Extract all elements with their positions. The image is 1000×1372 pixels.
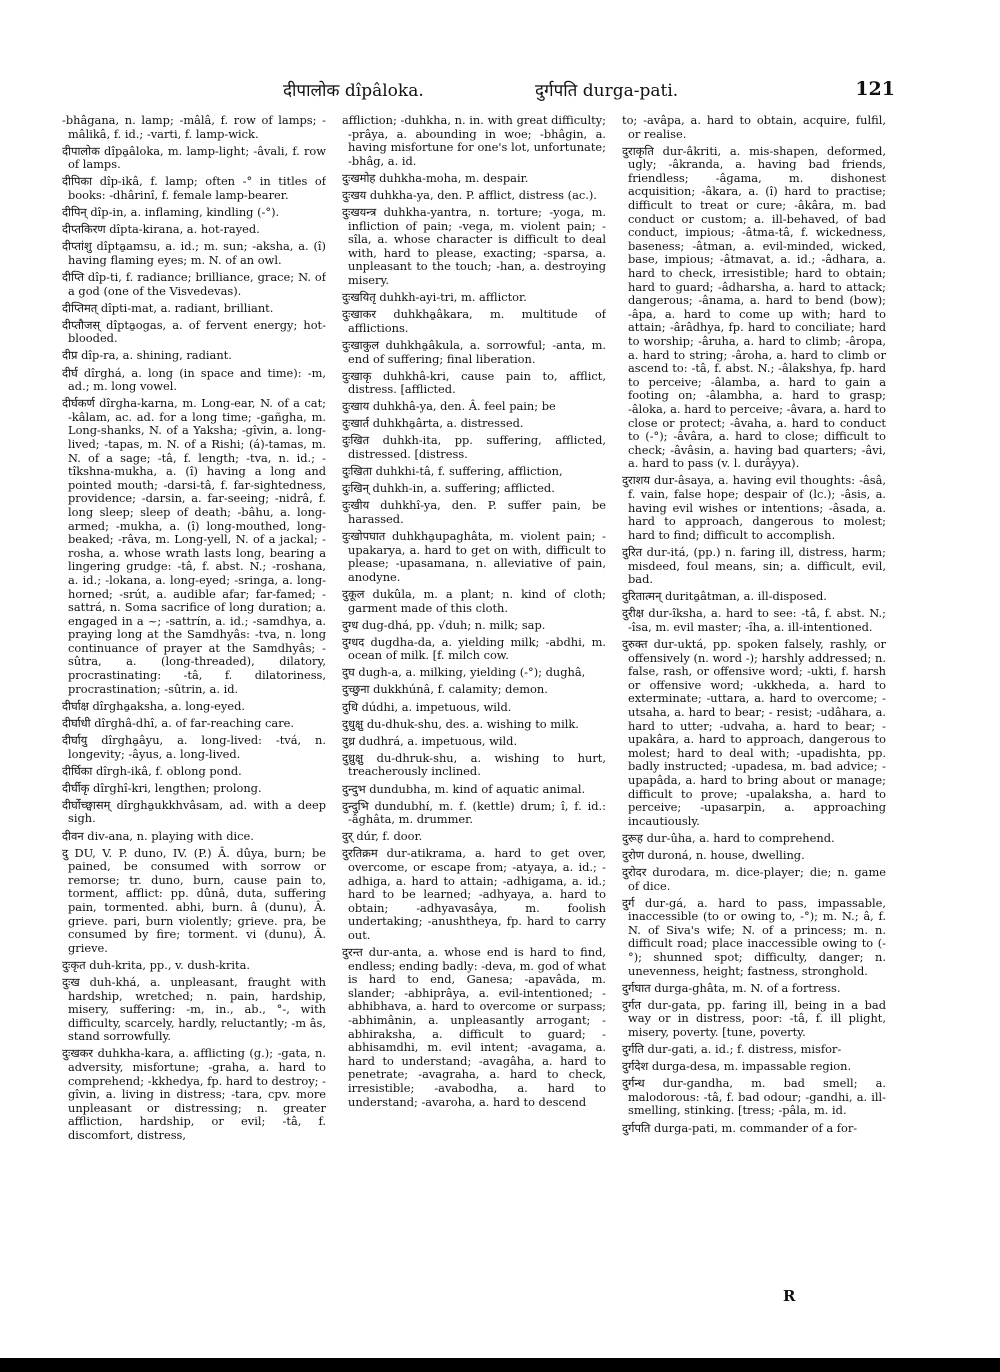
- column-right: [622, 114, 886, 1314]
- dictionary-entry: दुर्गदेश durga-desa, m. impassable region.: [622, 1059, 852, 1074]
- dictionary-entry: दुःखाकर duhkha̱âkara, m. multitude of afflictions.: [342, 307, 606, 335]
- dictionary-entry: दुःखार्त duhkha̱ârta, a. distressed.: [342, 416, 524, 431]
- dictionary-entry: दुर् dúr, f. door.: [342, 829, 423, 844]
- dictionary-entry: दीप्र dîp-ra, a. shining, radiant.: [62, 348, 232, 363]
- header-right-guideword: दुर्गपति durga-pati.: [535, 81, 679, 101]
- dictionary-entry: दुःखकर duhkha-kara, a. afflicting (g.); -gata, n. adversity, misfortune; -graha, a. hard to comprehend; -kkhedya, fp. hard to destroy; -gîvin, a. living in distress; -tara, cpv. more unpleasant or distressing; n. greater affliction, hardship, or evil; -tâ, f. discomfort, distress,: [62, 1046, 326, 1142]
- dictionary-entry: affliction; -duhkha, n. in. with great difficulty; -prâya, a. abounding in woe; -bhâgin, a. having misfortune for one's lot, unfortunate; -bhâg, a. id.: [342, 114, 606, 168]
- dictionary-entry: दुरतिक्रम dur-atikrama, a. hard to get over, overcome, or escape from; -atyaya, a. id.; -adhiga, a. hard to attain; -adhigama, a. id.; hard to be learned; -adhyaya, a. hard to obtain; -adhyavasâya, m. foolish undertaking; -anushtheya, fp. hard to carry out.: [342, 846, 606, 942]
- dictionary-entry: दीर्घकर्ण dîrgha-karna, m. Long-ear, N. of a cat; -kâlam, ac. ad. for a long time; -gañgha, m. Long-shanks, N. of a Yaksha; -gîvin, a. long-lived; -tapas, m. N. of a Rishi; (á)-tamas, m. N. of a sage; -tâ, f. length; -tva, n. id.; -tîkshna-mukha, a. (î) having a long and pointed mouth; -darsi-tâ, f. far-sightedness, providence; -darsin, a. far-seeing; -nidrâ, f. long sleep; sleep of death; -bâhu, a. long-armed; -mukha, a. (î) long-mouthed, long-beaked; -râva, m. Long-yell, N. of a jackal; -rosha, a. whose wrath lasts long, bearing a lingering grudge: -tâ, f. abst. N.; -roshana, a. id.; -lokana, a. long-eyed; -sringa, a. long-horned; -srút, a. audible afar; far-famed; -sattrá, n. Soma sacrifice of long duration; a. engaged in a ~; -sattrín, a. id.; -samdhya, a. praying long at the Samdhyâs: -tva, n. long continuance of prayer at the Samdhyâs; -sûtra, a. (long-threaded), dilatory, procrastinating: -tâ, f. dilatoriness, procrastination; -sûtrin, a. id.: [62, 396, 326, 696]
- dictionary-entry: दुरन्त dur-anta, a. whose end is hard to find, endless; ending badly: -deva, m. god of what is hard to end, Ganesa; -apavâda, m. slander; -abhiprâya, a. evil-intentioned; -abhibhava, a. hard to overcome or surpass; -abhimânin, a. unpleasantly arrogant; -abhiraksha, a. difficult to guard; -abhisamdhi, m. evil intent; -avagama, a. hard to understand; -avagâha, a. hard to penetrate; -avagraha, a. hard to check, irresistible; -avabodha, a. hard to understand; -avaroha, a. hard to descend: [342, 945, 606, 1109]
- column-middle: [342, 114, 606, 1314]
- dictionary-entry: दीप्ति dîp-ti, f. radiance; brilliance, grace; N. of a god (one of the Visvedevas).: [62, 269, 326, 298]
- dictionary-entry: दुःखिन् duhkh-in, a. suffering; afflicted.: [342, 481, 555, 496]
- dictionary-entry: दुकूल dukûla, m. a plant; n. kind of cloth; garment made of this cloth.: [342, 586, 606, 615]
- dictionary-entry: दुःखीय duhkhî-ya, den. P. suffer pain, be harassed.: [342, 498, 606, 526]
- scan-bottom-edge: [0, 1358, 1000, 1372]
- dictionary-entry: दुरितात्मन् durita̱âtman, a. ill-disposed.: [622, 589, 827, 604]
- dictionary-entry: दुरोण duroná, n. house, dwelling.: [622, 847, 805, 862]
- dictionary-entry: दीप्तांशु dîpta̱amsu, a. id.; m. sun; -aksha, a. (î) having flaming eyes; m. N. of an owl.: [62, 239, 326, 267]
- dictionary-entry: दुःख duh-khá, a. unpleasant, fraught with hardship, wretched; n. pain, hardship, misery, suffering: -m, in., ab., °-, with difficulty, scarcely, hardly, reluctantly; -m âs, stand sorrowfully.: [62, 974, 326, 1044]
- dictionary-entry: दुःखित duhkh-ita, pp. suffering, afflicted, distressed. [distress.: [342, 433, 606, 462]
- dictionary-entry: दुर्ग dur-gá, a. hard to pass, impassable, inaccessible (to or owing to, -°); m. N.; â, f. N. of Siva's wife; N. of a princess; m. n. difficult road; place inaccessible owing to (-°); shunned spot; difficulty, danger; n. unevenness, height; fastness, stronghold.: [622, 895, 886, 978]
- dictionary-entry: दुघ dugh-a, a. milking, yielding (-°); dughâ,: [342, 665, 586, 680]
- dictionary-entry: दुरोदर durodara, m. dice-player; die; n. game of dice.: [622, 864, 886, 893]
- dictionary-entry: दीर्घाक्ष dîrgha̱aksha, a. long-eyed.: [62, 698, 246, 713]
- dictionary-entry: दु DU, V. P. duno, IV. (P.) Â. dûya, burn; be pained, be consumed with sorrow or remorse; tr. duno, burn, cause pain to, torment, afflict: pp. dûnâ, duta, suffering pain, tormented. abhi, burn. â (dunu), Â. grieve. pari, burn violently; grieve. pra, be consumed by fire; torment. vi (dunu), Â. grieve.: [62, 845, 326, 955]
- dictionary-entry: to; -avâpa, a. hard to obtain, acquire, fulfil, or realise.: [622, 114, 886, 141]
- dictionary-entry: दुःखोपघात duhkha̱upaghâta, m. violent pain; -upakarya, a. hard to get on with, difficult to please; -upasamana, n. alleviative of pain, anodyne.: [342, 529, 606, 584]
- dictionary-entry: दुःखाय duhkhâ-ya, den. Â. feel pain; be: [342, 399, 556, 414]
- dictionary-entry: दुःकृत duh-krita, pp., v. dush-krita.: [62, 957, 251, 972]
- dictionary-entry: दुन्दुभि dundubhí, m. f. (kettle) drum; î, f. id.: -âghâta, m. drummer.: [342, 798, 606, 827]
- dictionary-entry: दुर्गघात durga-ghâta, m. N. of a fortress.: [622, 980, 841, 995]
- dictionary-entry: दीर्घायु dîrgha̱âyu, a. long-lived: -tvá, n. longevity; -âyus, a. long-lived.: [62, 732, 326, 761]
- dictionary-entry: दुरीक्ष dur-îksha, a. hard to see: -tâ, f. abst. N.; -îsa, m. evil master; -îha, a. ill-intentioned.: [622, 606, 886, 634]
- dictionary-entry: दीपिका dîp-ikâ, f. lamp; often -° in titles of books: -dhârinî, f. female lamp-bearer.: [62, 174, 326, 202]
- dictionary-entry: दुन्दुभ dundubha, m. kind of aquatic animal.: [342, 781, 586, 796]
- dictionary-entry: दुःखाकृ duhkhâ-kri, cause pain to, afflict, distress. [afflicted.: [342, 368, 606, 397]
- dictionary-entry: दुग्धद dugdha-da, a. yielding milk; -abdhi, m. ocean of milk. [f. milch cow.: [342, 634, 606, 663]
- dictionary-entry: दुराशय dur-âsaya, a. having evil thoughts: -âsâ, f. vain, false hope; despair of (lc.); -âsis, a. having evil wishes or intentions; -âsada, a. hard to approach, dangerous to molest; hard to find; difficult to accomplish.: [622, 473, 886, 542]
- dictionary-entry: दीर्घिका dîrgh-ikâ, f. oblong pond.: [62, 763, 242, 778]
- dictionary-entry: दुध्र dudhrá, a. impetuous, wild.: [342, 733, 518, 748]
- dictionary-entry: दुरुक्त dur-uktá, pp. spoken falsely, rashly, or offensively (n. word -); harshly addressed; n. false, rash, or offensive word; -ukti, f. harsh or offensive word; -ukkheda, a. hard to exterminate; -uttara, a. hard to overcome; -utsaha, a. hard to bear; - resist; -udâhara, a. hard to utter; -udvaha, a. hard to bear; -upakâra, a. hard to approach, dangerous to molest; hard to deal with; -upadishta, pp. badly instructed; -upadesa, m. bad advice; -upapâda, a. hard to bring about or manage; difficult to prove; -upalaksha, a. hard to perceive; -upasarpin, a. approaching incautiously.: [622, 636, 886, 828]
- column-left: [62, 114, 326, 1314]
- dictionary-entry: दुःखयितृ duhkh-ayi-tri, m. afflictor.: [342, 290, 527, 305]
- dictionary-entry: दुःखाकुल duhkha̱âkula, a. sorrowful; -anta, m. end of suffering; final liberation.: [342, 337, 606, 366]
- dictionary-entry: दीपिन् dîp-in, a. inflaming, kindling (-°).: [62, 205, 280, 220]
- dictionary-entry: दुच्छुना dukkhúnâ, f. calamity; demon.: [342, 682, 548, 697]
- dictionary-entry: दुरूह dur-ûha, a. hard to comprehend.: [622, 830, 835, 845]
- dictionary-entry: -bhâgana, n. lamp; -mâlâ, f. row of lamps; -mâlikâ, f. id.; -varti, f. lamp-wick.: [62, 114, 326, 141]
- dictionary-entry: दीर्घ dîrghá, a. long (in space and time): -m, ad.; m. long vowel.: [62, 365, 326, 394]
- dictionary-entry: दुधुक्षु du-dhuk-shu, des. a. wishing to milk.: [342, 716, 579, 731]
- dictionary-entry: दुर्गपति durga-pati, m. commander of a for-: [622, 1120, 858, 1135]
- dictionary-entry: दीर्घीकृ dîrghî-kri, lengthen; prolong.: [62, 780, 262, 795]
- dictionary-entry: दुःखयन्त्र duhkha-yantra, n. torture; -yoga, m. infliction of pain; -vega, m. violent pain; -sîla, a. whose character is difficult to deal with, hard to please, exacting; -sparsa, a. unpleasant to the touch; -han, a. destroying misery.: [342, 205, 606, 288]
- running-header: [0, 78, 1000, 104]
- dictionary-entry: दुध्रुक्षु du-dhruk-shu, a. wishing to hurt, treacherously inclined.: [342, 750, 606, 779]
- dictionary-entry: दुरित dur-itá, (pp.) n. faring ill, distress, harm; misdeed, foul means, sin; a. difficult, evil, bad.: [622, 544, 886, 587]
- page-number: 121: [855, 78, 895, 100]
- dictionary-entry: दुःखिता duhkhi-tâ, f. suffering, affliction,: [342, 464, 563, 479]
- dictionary-entry: दीप्तकिरण dîpta-kirana, a. hot-rayed.: [62, 222, 260, 237]
- dictionary-entry: दुधि dúdhi, a. impetuous, wild.: [342, 699, 512, 714]
- dictionary-entry: दुर्गति dur-gati, a. id.; f. distress, misfor-: [622, 1042, 842, 1057]
- signature-mark: R: [783, 1287, 796, 1305]
- dictionary-entry: दीप्तौजस् dîpta̱ogas, a. of fervent energy; hot-blooded.: [62, 317, 326, 346]
- dictionary-entry: दीवन div-ana, n. playing with dice.: [62, 828, 254, 843]
- dictionary-entry: दुराकृति dur-âkriti, a. mis-shapen, deformed, ugly; -âkranda, a. having bad friends, friendless; -âgama, m. dishonest acquisition; -âkara, a. (î) hard to practise; difficult to treat or cure; -âkâra, m. bad conduct or custom; a. ill-behaved, of bad conduct, impious; -âtma-tâ, f. wickedness, baseness; -âtman, a. evil-minded, wicked, base, impious; -âtmavat, a. id.; -âdhara, a. hard to check, irresistible; hard to obtain; hard to guard; -âdharsha, a. hard to attack; dangerous; -ânama, a. hard to bend (bow); -âpa, a. hard to come up with; hard to attain; -ârâdhya, fp. hard to conciliate; hard to worship; -âruha, a. hard to climb; -âropa, a. hard to string; -âroha, a. hard to climb or ascend to: -tâ, f. abst. N.; -âlakshya, fp. hard to perceive; -âlamba, a. hard to gain a footing on; -âlambha, a. hard to grasp; -âloka, a. hard to perceive; -âvara, a. hard to close or protect; -âvaha, a. hard to conduct to (-°); -âvâra, a. hard to close; difficult to check; -âvâsin, a. having bad quarters; -âvi, a. hard to pass (v. l. durâyya).: [622, 143, 886, 471]
- dictionary-entry: दुर्गन्ध dur-gandha, m. bad smell; a. malodorous: -tâ, f. bad odour; -gandhi, a. ill-smelling, stinking. [tress; -pâla, m. id.: [622, 1076, 886, 1118]
- dictionary-entry: दीपालोक dîpa̱âloka, m. lamp-light; -âvali, f. row of lamps.: [62, 143, 326, 172]
- dictionary-entry: दीर्घाधी dîrghâ-dhî, a. of far-reaching care.: [62, 715, 295, 730]
- dictionary-entry: दीप्तिमत् dîpti-mat, a. radiant, brilliant.: [62, 300, 274, 315]
- dictionary-entry: दुःखमोह duhkha-moha, m. despair.: [342, 170, 529, 185]
- dictionary-entry: दुर्गत dur-gata, pp. faring ill, being in a bad way or in distress, poor: -tâ, f. ill plight, misery, poverty. [tune, poverty.: [622, 997, 886, 1039]
- dictionary-entry: दुग्ध dug-dhá, pp. √duh; n. milk; sap.: [342, 617, 546, 632]
- dictionary-entry: दीर्घोच्छ्वासम् dîrgha̱ukkhvâsam, ad. with a deep sigh.: [62, 797, 326, 826]
- dictionary-entry: दुःखय duhkha-ya, den. P. afflict, distress (ac.).: [342, 187, 597, 202]
- header-left-guideword: दीपालोक dîpâloka.: [283, 81, 424, 101]
